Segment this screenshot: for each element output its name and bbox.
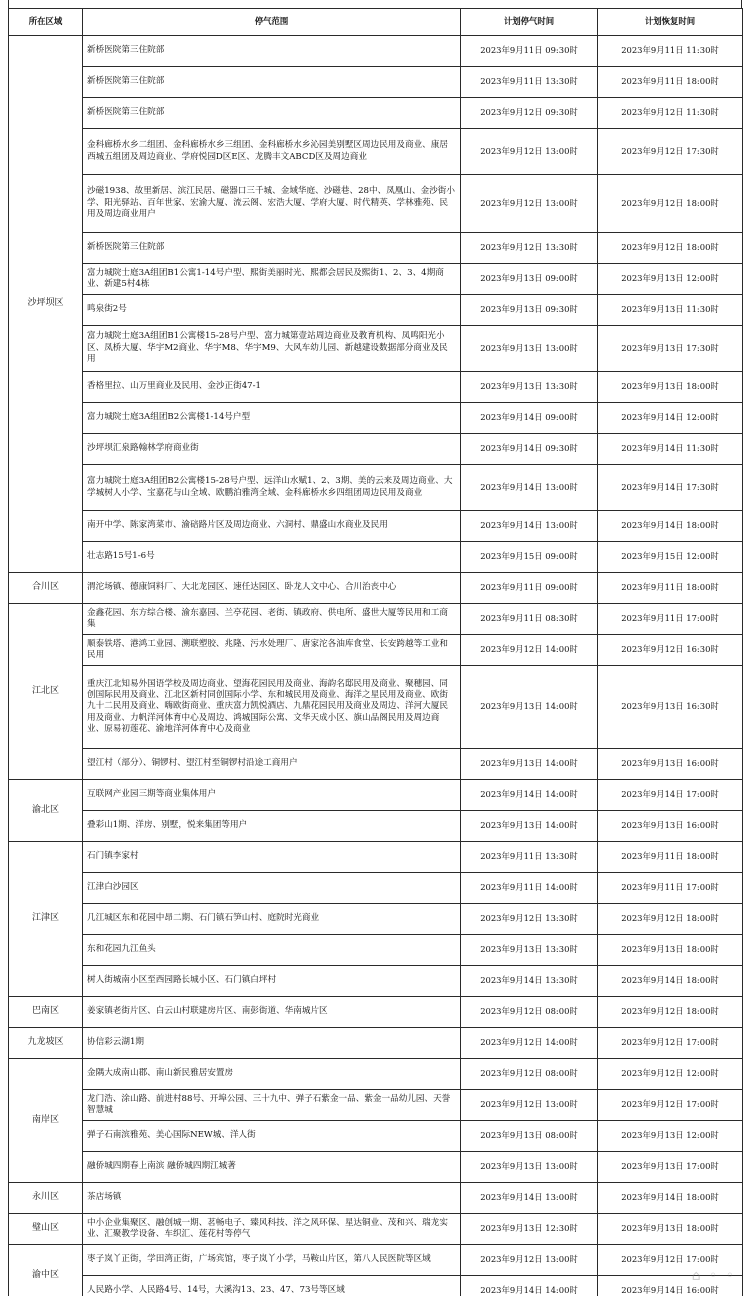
resume-time-cell: 2023年9月14日 11:30时 <box>598 434 743 465</box>
area-cell: 合川区 <box>9 573 83 604</box>
scope-cell: 中小企业集聚区、融创城一期、茗畅电子、臻风科技、洋之风环保、星达铜业、茂和兴、瑞龙实业、汇聚教学设备、车织汇、莲花村等停气 <box>83 1214 461 1245</box>
resume-time-cell: 2023年9月11日 11:30时 <box>598 36 743 67</box>
stop-time-cell: 2023年9月12日 13:30时 <box>461 904 598 935</box>
scope-cell: 新桥医院第三住院部 <box>83 98 461 129</box>
scope-cell: 顺泰铁塔、港鸿工业园、溯联塑胶、兆隆、污水处理厂、唐家沱各油库食堂、长安跨越等工业和民用 <box>83 635 461 666</box>
resume-time-cell: 2023年9月12日 17:30时 <box>598 129 743 175</box>
resume-time-cell: 2023年9月12日 18:00时 <box>598 233 743 264</box>
stop-time-cell: 2023年9月13日 13:30时 <box>461 372 598 403</box>
table-row <box>9 67 743 98</box>
resume-time-cell: 2023年9月12日 18:00时 <box>598 997 743 1028</box>
stop-time-cell: 2023年9月14日 13:00时 <box>461 511 598 542</box>
scope-cell: 壮志路15号1-6号 <box>83 542 461 573</box>
table-row <box>9 1276 743 1296</box>
scope-cell: 望江村（部分）、铜锣村、望江村至铜锣村沿途工商用户 <box>83 749 461 780</box>
resume-time-cell: 2023年9月13日 18:00时 <box>598 1214 743 1245</box>
area-cell: 璧山区 <box>9 1214 83 1245</box>
resume-time-cell: 2023年9月14日 12:00时 <box>598 403 743 434</box>
stop-time-cell: 2023年9月14日 13:30时 <box>461 966 598 997</box>
resume-time-cell: 2023年9月12日 18:00时 <box>598 904 743 935</box>
scope-cell: 人民路小学、人民路4号、14号，大溪沟13、23、47、73号等区域 <box>83 1276 461 1296</box>
stop-time-cell: 2023年9月12日 13:00时 <box>461 175 598 233</box>
resume-time-cell: 2023年9月12日 16:30时 <box>598 635 743 666</box>
scope-cell: 树人街城南小区至西园路长城小区、石门镇白坪村 <box>83 966 461 997</box>
table-row <box>9 175 743 233</box>
stop-time-cell: 2023年9月12日 14:00时 <box>461 635 598 666</box>
stop-time-cell: 2023年9月12日 13:30时 <box>461 233 598 264</box>
table-row <box>9 372 743 403</box>
scope-cell: 金鑫花园、东方综合楼、渝东嘉园、兰亭花园、老街、镇政府、供电所、盛世大厦等民用和工商集 <box>83 604 461 635</box>
stop-time-cell: 2023年9月12日 13:00时 <box>461 129 598 175</box>
table-row <box>9 1090 743 1121</box>
table-row <box>9 1214 743 1245</box>
stop-time-cell: 2023年9月12日 13:00时 <box>461 1245 598 1276</box>
header-resume-time: 计划恢复时间 <box>598 9 743 36</box>
stop-time-cell: 2023年9月12日 08:00时 <box>461 1059 598 1090</box>
stop-time-cell: 2023年9月14日 13:00时 <box>461 1183 598 1214</box>
table-row <box>9 36 743 67</box>
table-row <box>9 749 743 780</box>
header-row <box>9 9 743 36</box>
table-row <box>9 1183 743 1214</box>
table-body <box>9 36 743 1296</box>
table-row <box>9 935 743 966</box>
scope-cell: 互联网产业园三期等商业集体用户 <box>83 780 461 811</box>
stop-time-cell: 2023年9月11日 13:30时 <box>461 67 598 98</box>
area-cell: 渝北区 <box>9 780 83 842</box>
scope-cell: 南开中学、陈家湾菜市、渝碚路片区及周边商业、六洞村、鼎盛山水商业及民用 <box>83 511 461 542</box>
scope-cell: 香格里拉、山万里商业及民用、金沙正街47-1 <box>83 372 461 403</box>
table-row <box>9 635 743 666</box>
stop-time-cell: 2023年9月13日 13:00时 <box>461 1152 598 1183</box>
scope-cell: 金科廊桥水乡二组团、金科廊桥水乡三组团、金科廊桥水乡沁园美别墅区周边民用及商业、康居西城五组团及周边商业、学府悦园D区E区、龙腾丰文ABCD区及周边商业 <box>83 129 461 175</box>
scope-cell: 枣子岚丫正街，学田湾正街，广场宾馆，枣子岚丫小学，马鞍山片区，第八人民医院等区域 <box>83 1245 461 1276</box>
area-cell: 沙坪坝区 <box>9 36 83 573</box>
stop-time-cell: 2023年9月13日 09:30时 <box>461 295 598 326</box>
scope-cell: 新桥医院第三住院部 <box>83 233 461 264</box>
header-area: 所在区域 <box>9 9 83 36</box>
area-cell: 江北区 <box>9 604 83 780</box>
table-row <box>9 904 743 935</box>
table-row <box>9 1152 743 1183</box>
resume-time-cell: 2023年9月14日 18:00时 <box>598 1183 743 1214</box>
resume-time-cell: 2023年9月14日 18:00时 <box>598 511 743 542</box>
scope-cell: 沙磁1938、故里新居、滨江民居、磁器口三千城、金域华庭、沙磁巷、28中、凤凰山、金沙街小学、阳光驿站、百年世家、宏渝大厦、流云阁、宏浩大厦、学府大厦、时代精英、学林雅苑、民用及周边商业用户 <box>83 175 461 233</box>
scope-cell: 鸣泉街2号 <box>83 295 461 326</box>
stop-time-cell: 2023年9月11日 09:30时 <box>461 36 598 67</box>
resume-time-cell: 2023年9月12日 11:30时 <box>598 98 743 129</box>
stop-time-cell: 2023年9月13日 13:30时 <box>461 935 598 966</box>
table-row <box>9 1059 743 1090</box>
table-row <box>9 1245 743 1276</box>
scope-cell: 新桥医院第三住院部 <box>83 67 461 98</box>
area-cell: 江津区 <box>9 842 83 997</box>
gas-outage-table <box>8 8 743 1296</box>
resume-time-cell: 2023年9月13日 16:30时 <box>598 666 743 749</box>
table-row <box>9 1121 743 1152</box>
table-row <box>9 295 743 326</box>
area-cell: 九龙坡区 <box>9 1028 83 1059</box>
resume-time-cell: 2023年9月11日 17:00时 <box>598 873 743 904</box>
resume-time-cell: 2023年9月13日 17:30时 <box>598 326 743 372</box>
scope-cell: 融侨城四期春上南滨 融侨城四期江城著 <box>83 1152 461 1183</box>
stop-time-cell: 2023年9月13日 13:00时 <box>461 326 598 372</box>
stop-time-cell: 2023年9月14日 09:30时 <box>461 434 598 465</box>
scope-cell: 协信彩云湖1期 <box>83 1028 461 1059</box>
scope-cell: 沙坪坝汇泉路翰林学府商业街 <box>83 434 461 465</box>
stop-time-cell: 2023年9月12日 13:00时 <box>461 1090 598 1121</box>
table-row <box>9 1028 743 1059</box>
table-row <box>9 403 743 434</box>
scope-cell: 富力城院士庭3A组团B2公寓楼15-28号户型、远洋山水赋1、2、3期、美的云来及周边商业、大学城树人小学、宝嘉花与山全域、欧鹏泊雅湾全域、金科廊桥水乡四组团周边民用及商业 <box>83 465 461 511</box>
table-row <box>9 604 743 635</box>
scope-cell: 茶店场镇 <box>83 1183 461 1214</box>
table-row <box>9 264 743 295</box>
table-row <box>9 511 743 542</box>
stop-time-cell: 2023年9月14日 09:00时 <box>461 403 598 434</box>
stop-time-cell: 2023年9月11日 14:00时 <box>461 873 598 904</box>
scope-cell: 姜家镇老街片区、白云山村联建房片区、南彭街道、华南城片区 <box>83 997 461 1028</box>
table-row <box>9 98 743 129</box>
stop-time-cell: 2023年9月14日 14:00时 <box>461 1276 598 1296</box>
header-stop-time: 计划停气时间 <box>461 9 598 36</box>
stop-time-cell: 2023年9月11日 08:30时 <box>461 604 598 635</box>
scope-cell: 富力城院士庭3A组团B2公寓楼1-14号户型 <box>83 403 461 434</box>
stop-time-cell: 2023年9月13日 14:00时 <box>461 749 598 780</box>
resume-time-cell: 2023年9月12日 12:00时 <box>598 1059 743 1090</box>
scope-cell: 富力城院士庭3A组团B1公寓楼15-28号户型、富力城第壹站周边商业及教育机构、凤鸣阳光小区、凤桥大厦、华宇M2商业、华宇M8、华宇M9、大风车幼儿园、新越建设数据部分商业及民用 <box>83 326 461 372</box>
stop-time-cell: 2023年9月13日 12:30时 <box>461 1214 598 1245</box>
stop-time-cell: 2023年9月14日 14:00时 <box>461 780 598 811</box>
scope-cell: 石门镇李家村 <box>83 842 461 873</box>
table-row <box>9 997 743 1028</box>
resume-time-cell: 2023年9月13日 11:30时 <box>598 295 743 326</box>
resume-time-cell: 2023年9月14日 18:00时 <box>598 966 743 997</box>
stop-time-cell: 2023年9月13日 09:00时 <box>461 264 598 295</box>
stop-time-cell: 2023年9月12日 08:00时 <box>461 997 598 1028</box>
area-cell: 渝中区 <box>9 1245 83 1296</box>
stop-time-cell: 2023年9月12日 14:00时 <box>461 1028 598 1059</box>
stop-time-cell: 2023年9月15日 09:00时 <box>461 542 598 573</box>
stop-time-cell: 2023年9月11日 09:00时 <box>461 573 598 604</box>
scope-cell: 龙门浩、涂山路、前进村88号、开埠公园、三十九中、弹子石紫金一品、紫金一品幼儿园、天誉智慧城 <box>83 1090 461 1121</box>
resume-time-cell: 2023年9月11日 18:00时 <box>598 67 743 98</box>
table-row <box>9 233 743 264</box>
resume-time-cell: 2023年9月14日 16:00时 <box>598 1276 743 1296</box>
stop-time-cell: 2023年9月12日 09:30时 <box>461 98 598 129</box>
table-row <box>9 434 743 465</box>
table-row <box>9 811 743 842</box>
resume-time-cell: 2023年9月11日 18:00时 <box>598 573 743 604</box>
stop-time-cell: 2023年9月13日 14:00时 <box>461 666 598 749</box>
scope-cell: 几江城区东和花园中昂二期、石门镇石笋山村、庭院时光商业 <box>83 904 461 935</box>
table-row <box>9 780 743 811</box>
scope-cell: 新桥医院第三住院部 <box>83 36 461 67</box>
table-row <box>9 465 743 511</box>
table-row <box>9 842 743 873</box>
resume-time-cell: 2023年9月13日 18:00时 <box>598 935 743 966</box>
scope-cell: 渭沱场镇、德康饲料厂、大北龙园区、速任达园区、卧龙人文中心、合川治丧中心 <box>83 573 461 604</box>
table-row <box>9 542 743 573</box>
scope-cell: 弹子石南滨雅苑、美心国际NEW城、洋人街 <box>83 1121 461 1152</box>
table-row <box>9 666 743 749</box>
resume-time-cell: 2023年9月13日 18:00时 <box>598 372 743 403</box>
area-cell: 永川区 <box>9 1183 83 1214</box>
scope-cell: 金隅大成南山郡、南山新民雅居安置房 <box>83 1059 461 1090</box>
table-row <box>9 966 743 997</box>
table-top-edge <box>8 0 742 8</box>
stop-time-cell: 2023年9月14日 13:00时 <box>461 465 598 511</box>
resume-time-cell: 2023年9月15日 12:00时 <box>598 542 743 573</box>
table-row <box>9 129 743 175</box>
resume-time-cell: 2023年9月12日 17:00时 <box>598 1245 743 1276</box>
resume-time-cell: 2023年9月13日 17:00时 <box>598 1152 743 1183</box>
header-scope: 停气范围 <box>83 9 461 36</box>
stop-time-cell: 2023年9月11日 13:30时 <box>461 842 598 873</box>
table-row <box>9 326 743 372</box>
scope-cell: 江津白沙园区 <box>83 873 461 904</box>
table-row <box>9 573 743 604</box>
resume-time-cell: 2023年9月14日 17:00时 <box>598 780 743 811</box>
resume-time-cell: 2023年9月12日 17:00时 <box>598 1090 743 1121</box>
resume-time-cell: 2023年9月13日 16:00时 <box>598 749 743 780</box>
table-row <box>9 873 743 904</box>
resume-time-cell: 2023年9月12日 17:00时 <box>598 1028 743 1059</box>
scope-cell: 富力城院士庭3A组团B1公寓1-14号户型、熙街美丽时光、熙都会居民及熙街1、2、3、4期商业、新建5村4栋 <box>83 264 461 295</box>
resume-time-cell: 2023年9月14日 17:30时 <box>598 465 743 511</box>
table-header <box>9 9 743 36</box>
area-cell: 南岸区 <box>9 1059 83 1183</box>
watermark-logo: ⌂ ◦ ◦ <box>691 1268 736 1284</box>
area-cell: 巴南区 <box>9 997 83 1028</box>
stop-time-cell: 2023年9月13日 08:00时 <box>461 1121 598 1152</box>
resume-time-cell: 2023年9月13日 12:00时 <box>598 1121 743 1152</box>
stop-time-cell: 2023年9月13日 14:00时 <box>461 811 598 842</box>
scope-cell: 叠彩山1期、洋房、别墅，悦来集团等用户 <box>83 811 461 842</box>
resume-time-cell: 2023年9月11日 18:00时 <box>598 842 743 873</box>
scope-cell: 重庆江北知易外国语学校及周边商业、望海花园民用及商业、海韵名邸民用及商业、聚穗园、同创国际民用及商业、江北区新村同创国际小学、东和城民用及商业、海洋之星民用及商业、欧街九十二民用及商业、嗨欧街商业、重庆富力凯悦酒店、九鼎花园民用及商业及周边、洋河大厦民用及商业、力帆洋河体育中心及周边、鸿城国际公寓、文华天成小区、旗山品阁民用及周边商业、原易初莲花、渝地洋河体育中心及商业 <box>83 666 461 749</box>
resume-time-cell: 2023年9月12日 18:00时 <box>598 175 743 233</box>
resume-time-cell: 2023年9月13日 12:00时 <box>598 264 743 295</box>
resume-time-cell: 2023年9月11日 17:00时 <box>598 604 743 635</box>
scope-cell: 东和花园九江鱼头 <box>83 935 461 966</box>
resume-time-cell: 2023年9月13日 16:00时 <box>598 811 743 842</box>
